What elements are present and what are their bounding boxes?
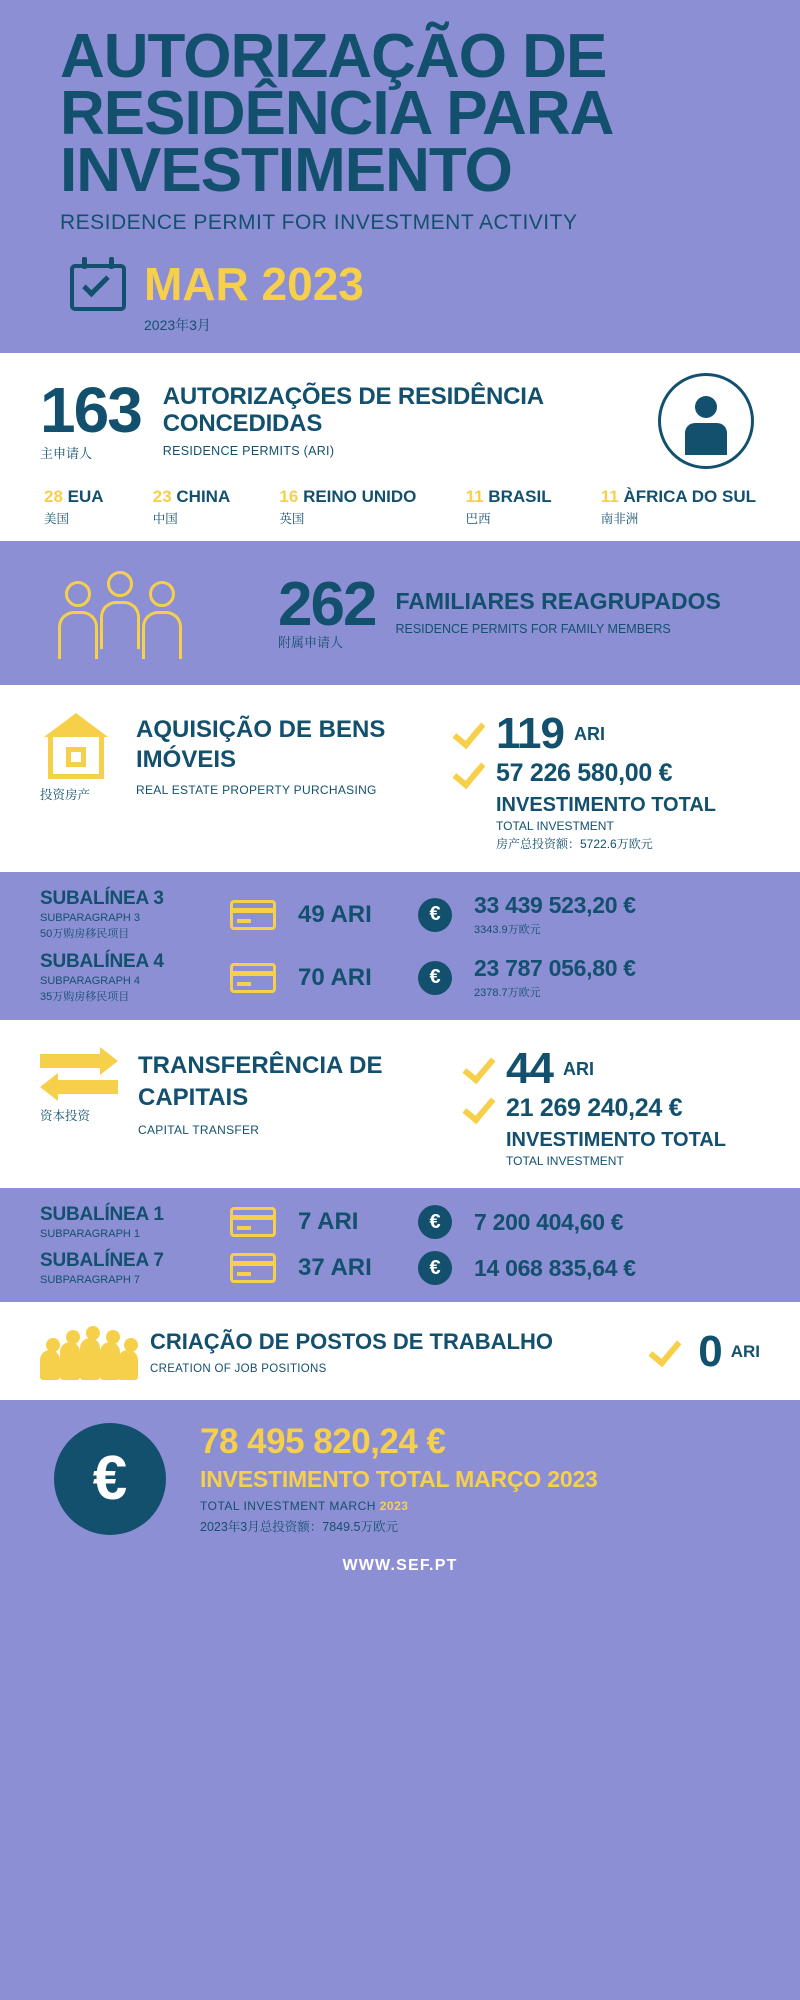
capital-transfer-total-en: TOTAL INVESTMENT bbox=[506, 1154, 624, 1169]
subline-amount-group bbox=[474, 1255, 636, 1282]
jobs-count: 0 bbox=[698, 1327, 723, 1377]
capital-transfer-ari-row bbox=[460, 1044, 760, 1094]
total-label-en-year: 2023 bbox=[379, 1499, 409, 1514]
real-estate-amount-row bbox=[450, 759, 760, 788]
jobs-block bbox=[0, 1302, 800, 1400]
subline-amount: 7 200 404,60 € bbox=[474, 1208, 624, 1235]
capital-transfer-label-cn: 资本投资 bbox=[40, 1109, 91, 1124]
total-label-cn: 2023年3月总投资额：7849.5万欧元 bbox=[200, 1520, 398, 1535]
real-estate-ari-unit: ARI bbox=[573, 723, 605, 744]
permits-label-group bbox=[163, 384, 658, 458]
family-label-group bbox=[395, 589, 720, 638]
subline-name-en: SUBPARAGRAPH 1 bbox=[40, 1228, 141, 1241]
subline-name: SUBALÍNEA 7 bbox=[40, 1250, 164, 1272]
transfer-arrows-icon-group bbox=[40, 1054, 124, 1124]
permits-count-group bbox=[40, 374, 141, 462]
subline-ari: 70 ARI bbox=[298, 963, 372, 991]
country-name: REINO UNIDO bbox=[303, 487, 417, 507]
person-icon bbox=[658, 373, 754, 469]
check-icon bbox=[460, 1056, 494, 1082]
euro-icon: € bbox=[418, 1205, 452, 1239]
capital-transfer-label-pt: TRANSFERÊNCIA DE CAPITAIS bbox=[138, 1052, 383, 1112]
permits-label-en: RESIDENCE PERMITS (ARI) bbox=[162, 443, 335, 458]
subline-ari: 49 ARI bbox=[298, 900, 372, 928]
jobs-unit: ARI bbox=[730, 1342, 760, 1362]
subline-amount: 14 068 835,64 € bbox=[474, 1254, 636, 1281]
total-block bbox=[0, 1400, 800, 1549]
country-name-cn: 巴西 bbox=[465, 512, 491, 527]
check-icon bbox=[646, 1339, 680, 1365]
real-estate-total-pt: INVESTIMENTO TOTAL bbox=[496, 794, 717, 817]
permits-count: 163 bbox=[40, 374, 141, 447]
credit-card-icon bbox=[230, 1253, 276, 1283]
total-label-en: TOTAL INVESTMENT MARCH bbox=[200, 1499, 380, 1514]
header bbox=[0, 0, 800, 335]
subline-name-cn: 35万购房移民项目 bbox=[40, 991, 130, 1004]
subline-name: SUBALÍNEA 3 bbox=[40, 888, 164, 910]
total-label-pt: INVESTIMENTO TOTAL MARÇO 2023 bbox=[200, 1466, 598, 1493]
real-estate-label-pt: AQUISIÇÃO DE BENS IMÓVEIS bbox=[136, 716, 386, 774]
euro-icon: € bbox=[54, 1423, 166, 1535]
jobs-label-group bbox=[150, 1329, 646, 1375]
subline-amount-group bbox=[474, 892, 636, 937]
real-estate-total-cn: 房产总投资额：5722.6万欧元 bbox=[496, 837, 653, 852]
subline-name-en: SUBPARAGRAPH 7 bbox=[40, 1274, 141, 1287]
family-count-group bbox=[278, 570, 376, 651]
country-name: EUA bbox=[67, 487, 104, 507]
capital-transfer-ari-count: 44 bbox=[506, 1044, 553, 1094]
real-estate-sublines bbox=[0, 872, 800, 1020]
euro-icon: € bbox=[418, 898, 452, 932]
subline-amount-cn: 3343.9万欧元 bbox=[474, 924, 541, 937]
euro-icon: € bbox=[418, 961, 452, 995]
permits-row bbox=[40, 373, 760, 469]
subline-amount: 33 439 523,20 € bbox=[474, 892, 636, 919]
family-count: 262 bbox=[278, 570, 376, 640]
real-estate-label-group bbox=[136, 715, 450, 797]
capital-transfer-ari-unit: ARI bbox=[562, 1058, 594, 1079]
date-row bbox=[60, 257, 740, 311]
capital-transfer-label-en: CAPITAL TRANSFER bbox=[138, 1122, 260, 1137]
subline-name-en: SUBPARAGRAPH 3 bbox=[40, 912, 141, 925]
permits-count-cn: 主申请人 bbox=[40, 445, 93, 461]
total-text-group bbox=[200, 1422, 598, 1535]
capital-transfer-figures bbox=[460, 1044, 760, 1168]
subline-amount-cn: 2378.7万欧元 bbox=[474, 987, 541, 1000]
house-icon bbox=[40, 713, 112, 779]
real-estate-ari-count: 119 bbox=[496, 709, 564, 759]
country-name-cn: 南非洲 bbox=[600, 512, 639, 527]
country-item bbox=[466, 487, 552, 527]
family-label-en: RESIDENCE PERMITS FOR FAMILY MEMBERS bbox=[395, 621, 671, 636]
country-item bbox=[279, 487, 416, 527]
subline-name-group bbox=[40, 1250, 230, 1286]
country-count: 23 bbox=[152, 487, 172, 507]
permits-label-pt: AUTORIZAÇÕES DE RESIDÊNCIA CONCEDIDAS bbox=[162, 383, 543, 438]
capital-transfer-total-pt: INVESTIMENTO TOTAL bbox=[506, 1129, 727, 1152]
check-icon bbox=[460, 1096, 494, 1122]
real-estate-total-en: TOTAL INVESTMENT bbox=[496, 819, 614, 834]
page-subtitle: RESIDENCE PERMIT FOR INVESTMENT ACTIVITY bbox=[60, 211, 578, 235]
capital-transfer-label-group bbox=[138, 1050, 460, 1137]
family-count-cn: 附属申请人 bbox=[278, 635, 344, 651]
check-icon bbox=[450, 721, 484, 747]
permits-block bbox=[0, 353, 800, 541]
subline-amount-group bbox=[474, 1209, 623, 1236]
country-name-cn: 中国 bbox=[152, 512, 178, 527]
subline-name-cn: 50万购房移民项目 bbox=[40, 928, 130, 941]
check-icon bbox=[450, 761, 484, 787]
country-item bbox=[601, 487, 756, 527]
real-estate-label-en: REAL ESTATE PROPERTY PURCHASING bbox=[136, 783, 377, 798]
credit-card-icon bbox=[230, 963, 276, 993]
calendar-check-icon bbox=[70, 257, 126, 311]
family-block bbox=[0, 541, 800, 685]
family-label-pt: FAMILIARES REAGRUPADOS bbox=[395, 587, 721, 614]
subline-name: SUBALÍNEA 1 bbox=[40, 1204, 164, 1226]
capital-transfer-block bbox=[0, 1020, 800, 1188]
subline-ari: 7 ARI bbox=[298, 1208, 359, 1236]
family-group-icon bbox=[58, 567, 218, 659]
arrow-left-icon bbox=[56, 1080, 118, 1094]
country-name-cn: 美国 bbox=[44, 512, 70, 527]
subline-name: SUBALÍNEA 4 bbox=[40, 951, 164, 973]
jobs-label-en: CREATION OF JOB POSITIONS bbox=[150, 1363, 327, 1376]
capital-transfer-amount-row bbox=[460, 1094, 760, 1123]
credit-card-icon bbox=[230, 1207, 276, 1237]
subline-row bbox=[40, 888, 760, 941]
country-item bbox=[44, 487, 104, 527]
total-label-en-group bbox=[200, 1499, 598, 1513]
country-count: 11 bbox=[600, 487, 619, 507]
country-count: 11 bbox=[465, 487, 484, 507]
euro-icon: € bbox=[418, 1251, 452, 1285]
country-count: 28 bbox=[44, 487, 63, 507]
subline-name-group bbox=[40, 888, 230, 941]
house-icon-group bbox=[40, 713, 118, 803]
jobs-label-pt: CRIAÇÃO DE POSTOS DE TRABALHO bbox=[150, 1328, 553, 1354]
arrow-right-icon bbox=[40, 1054, 102, 1068]
people-group-icon bbox=[40, 1324, 136, 1380]
page-title: AUTORIZAÇÃO DE RESIDÊNCIA PARA INVESTIMENTO bbox=[60, 22, 612, 206]
country-name: BRASIL bbox=[488, 487, 552, 507]
real-estate-amount: 57 226 580,00 € bbox=[496, 759, 673, 788]
country-name: ÀFRICA DO SUL bbox=[623, 487, 756, 507]
country-item bbox=[153, 487, 231, 527]
footer-website[interactable]: WWW.SEF.PT bbox=[0, 1549, 800, 1589]
credit-card-icon bbox=[230, 900, 276, 930]
country-count: 16 bbox=[279, 487, 299, 507]
real-estate-block bbox=[0, 685, 800, 872]
capital-transfer-amount: 21 269 240,24 € bbox=[506, 1094, 683, 1123]
subline-row bbox=[40, 1204, 760, 1240]
subline-row bbox=[40, 1250, 760, 1286]
subline-name-group bbox=[40, 1204, 230, 1240]
real-estate-figures bbox=[450, 709, 760, 852]
subline-name-group bbox=[40, 951, 230, 1004]
countries-list bbox=[40, 487, 760, 527]
capital-transfer-sublines bbox=[0, 1188, 800, 1302]
country-name: CHINA bbox=[176, 487, 231, 507]
subline-amount-group bbox=[474, 955, 636, 1000]
subline-row bbox=[40, 951, 760, 1004]
subline-ari: 37 ARI bbox=[298, 1254, 372, 1282]
subline-amount: 23 787 056,80 € bbox=[474, 955, 636, 982]
total-amount: 78 495 820,24 € bbox=[200, 1422, 446, 1462]
real-estate-label-cn: 投资房产 bbox=[40, 788, 91, 803]
subline-name-en: SUBPARAGRAPH 4 bbox=[40, 975, 141, 988]
real-estate-ari-row bbox=[450, 709, 760, 759]
report-date-cn: 2023年3月 bbox=[144, 317, 211, 334]
report-date: MAR 2023 bbox=[144, 258, 364, 311]
country-name-cn: 英国 bbox=[279, 512, 305, 527]
